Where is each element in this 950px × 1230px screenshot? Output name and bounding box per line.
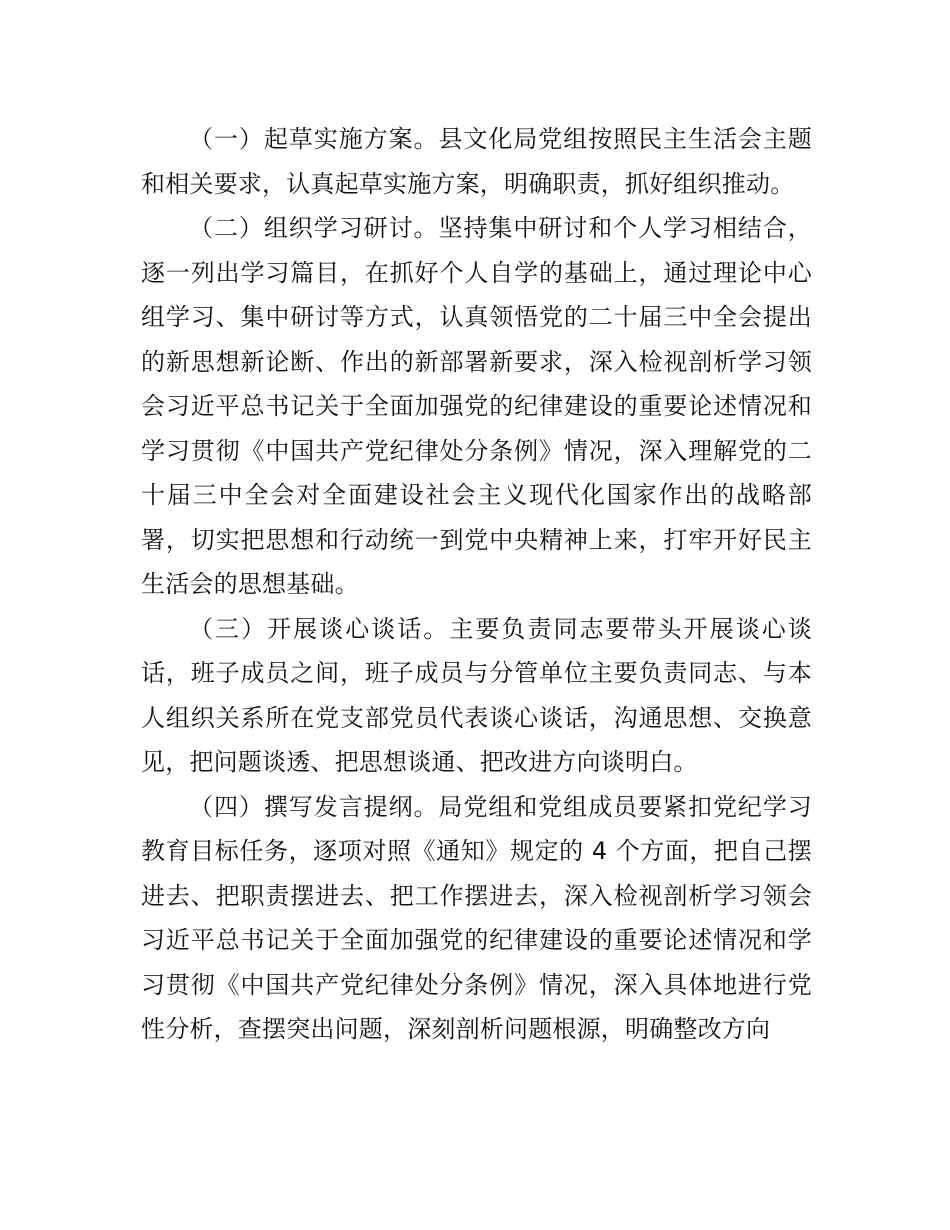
- paragraph-drafting-plan: （一）起草实施方案。县文化局党组按照民主生活会主题和相关要求，认真起草实施方案，明确职责，抓好组织推动。: [141, 125, 812, 198]
- paragraph-heart-to-heart-talks: （三）开展谈心谈话。主要负责同志要带头开展谈心谈话，班子成员之间，班子成员与分管单位主要负责同志、与本人组织关系所在党支部党员代表谈心谈话，沟通思想、交换意见，把问题谈透、把思想谈通、把改进方向谈明白。: [141, 614, 812, 776]
- paragraph-speech-outline: （四）撰写发言提纲。局党组和党组成员要紧扣党纪学习教育目标任务，逐项对照《通知》规定的 4 个方面，把自己摆进去、把职责摆进去、把工作摆进去，深入检视剖析学习领会习近平总书记关于全面加强党的纪律建设的重要论述情况和学习贯彻《中国共产党纪律处分条例》情况，深入具体地进行党性分析，查摆突出问题，深刻剖析问题根源，明确整改方向: [141, 792, 812, 1043]
- paragraph-study-discussion: （二）组织学习研讨。坚持集中研讨和个人学习相结合，逐一列出学习篇目，在抓好个人自学的基础上，通过理论中心组学习、集中研讨等方式，认真领悟党的二十届三中全会提出的新思想新论断、作出的新部署新要求，深入检视剖析学习领会习近平总书记关于全面加强党的纪律建设的重要论述情况和学习贯彻《中国共产党纪律处分条例》情况，深入理解党的二十届三中全会对全面建设社会主义现代化国家作出的战略部署，切实把思想和行动统一到党中央精神上来，打牢开好民主生活会的思想基础。: [141, 214, 812, 598]
- document-body: [141, 117, 812, 1052]
